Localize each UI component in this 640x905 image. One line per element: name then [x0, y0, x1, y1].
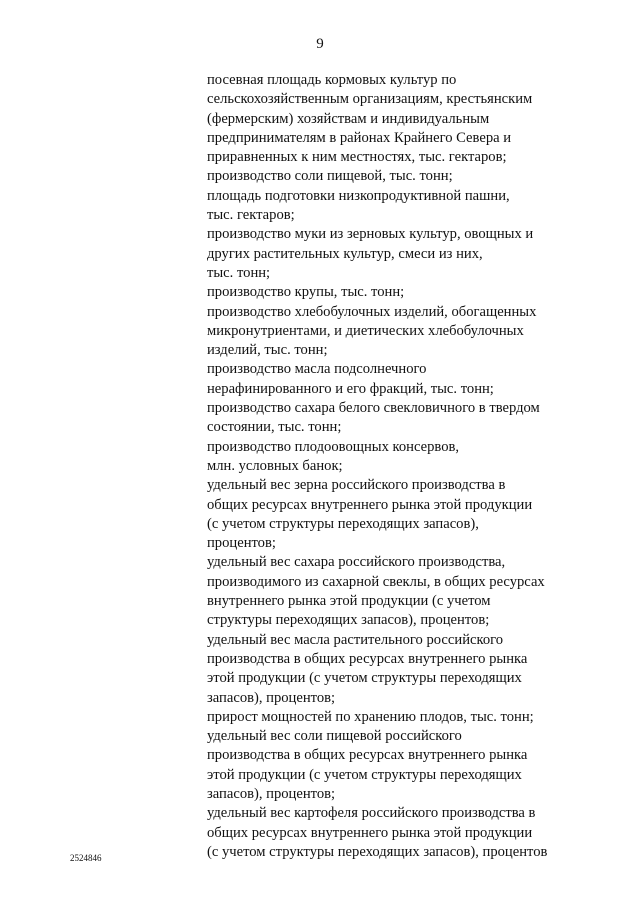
text-line: производство плодоовощных консервов,: [207, 438, 460, 455]
text-line: этой продукции (с учетом структуры переходящих: [207, 766, 522, 783]
text-line: производство масла подсолнечного: [207, 361, 427, 378]
text-line: запасов), процентов;: [207, 689, 336, 706]
page-number: 9: [316, 36, 324, 52]
text-line: общих ресурсах внутреннего рынка этой продукции: [207, 496, 533, 513]
text-line: тыс. тонн;: [207, 264, 271, 281]
text-line: посевная площадь кормовых культур по: [207, 72, 457, 88]
text-line: других растительных культур, смеси из них,: [207, 245, 483, 262]
text-line: сельскохозяйственным организациям, крестьянским: [207, 91, 533, 108]
text-line: микронутриентами, и диетических хлебобулочных: [207, 322, 524, 339]
text-line: производство хлебобулочных изделий, обогащенных: [207, 303, 537, 320]
text-line: приравненных к ним местностях, тыс. гектаров;: [207, 149, 507, 166]
text-line: процентов;: [207, 535, 276, 552]
text-line: производство муки из зерновых культур, овощных и: [207, 226, 534, 243]
text-line: прирост мощностей по хранению плодов, тыс. тонн;: [207, 708, 534, 725]
text-line: общих ресурсах внутреннего рынка этой продукции: [207, 824, 533, 841]
text-line: (с учетом структуры переходящих запасов), процентов: [207, 843, 548, 860]
text-line: производство соли пищевой, тыс. тонн;: [207, 168, 453, 185]
text-line: млн. условных банок;: [207, 457, 343, 474]
text-line: предпринимателям в районах Крайнего Севера и: [207, 129, 512, 146]
text-line: удельный вес картофеля российского производства в: [207, 805, 536, 822]
text-line: (фермерским) хозяйствам и индивидуальным: [207, 110, 490, 127]
text-line: запасов), процентов;: [207, 785, 336, 802]
text-line: изделий, тыс. тонн;: [207, 342, 328, 359]
text-line: производство крупы, тыс. тонн;: [207, 284, 405, 301]
text-line: состоянии, тыс. тонн;: [207, 419, 342, 436]
document-code: 2524846: [70, 853, 102, 863]
text-line: удельный вес зерна российского производства в: [207, 477, 506, 494]
body-text: [207, 71, 607, 862]
text-line: производства в общих ресурсах внутреннего рынка: [207, 650, 528, 667]
text-line: структуры переходящих запасов), процентов;: [207, 612, 490, 629]
text-line: (с учетом структуры переходящих запасов),: [207, 515, 479, 532]
text-line: удельный вес соли пищевой российского: [207, 728, 462, 745]
text-line: удельный вес масла растительного российского: [207, 631, 504, 648]
text-line: производимого из сахарной свеклы, в общих ресурсах: [207, 573, 545, 590]
text-line: производства в общих ресурсах внутреннего рынка: [207, 747, 528, 764]
text-line: тыс. гектаров;: [207, 207, 295, 224]
text-line: площадь подготовки низкопродуктивной пашни,: [207, 187, 510, 204]
text-line: этой продукции (с учетом структуры переходящих: [207, 670, 522, 687]
text-line: производство сахара белого свекловичного в твердом: [207, 400, 540, 417]
text-line: нерафинированного и его фракций, тыс. тонн;: [207, 380, 494, 397]
text-line: внутреннего рынка этой продукции (с учетом: [207, 593, 491, 610]
text-line: удельный вес сахара российского производства,: [207, 554, 506, 571]
